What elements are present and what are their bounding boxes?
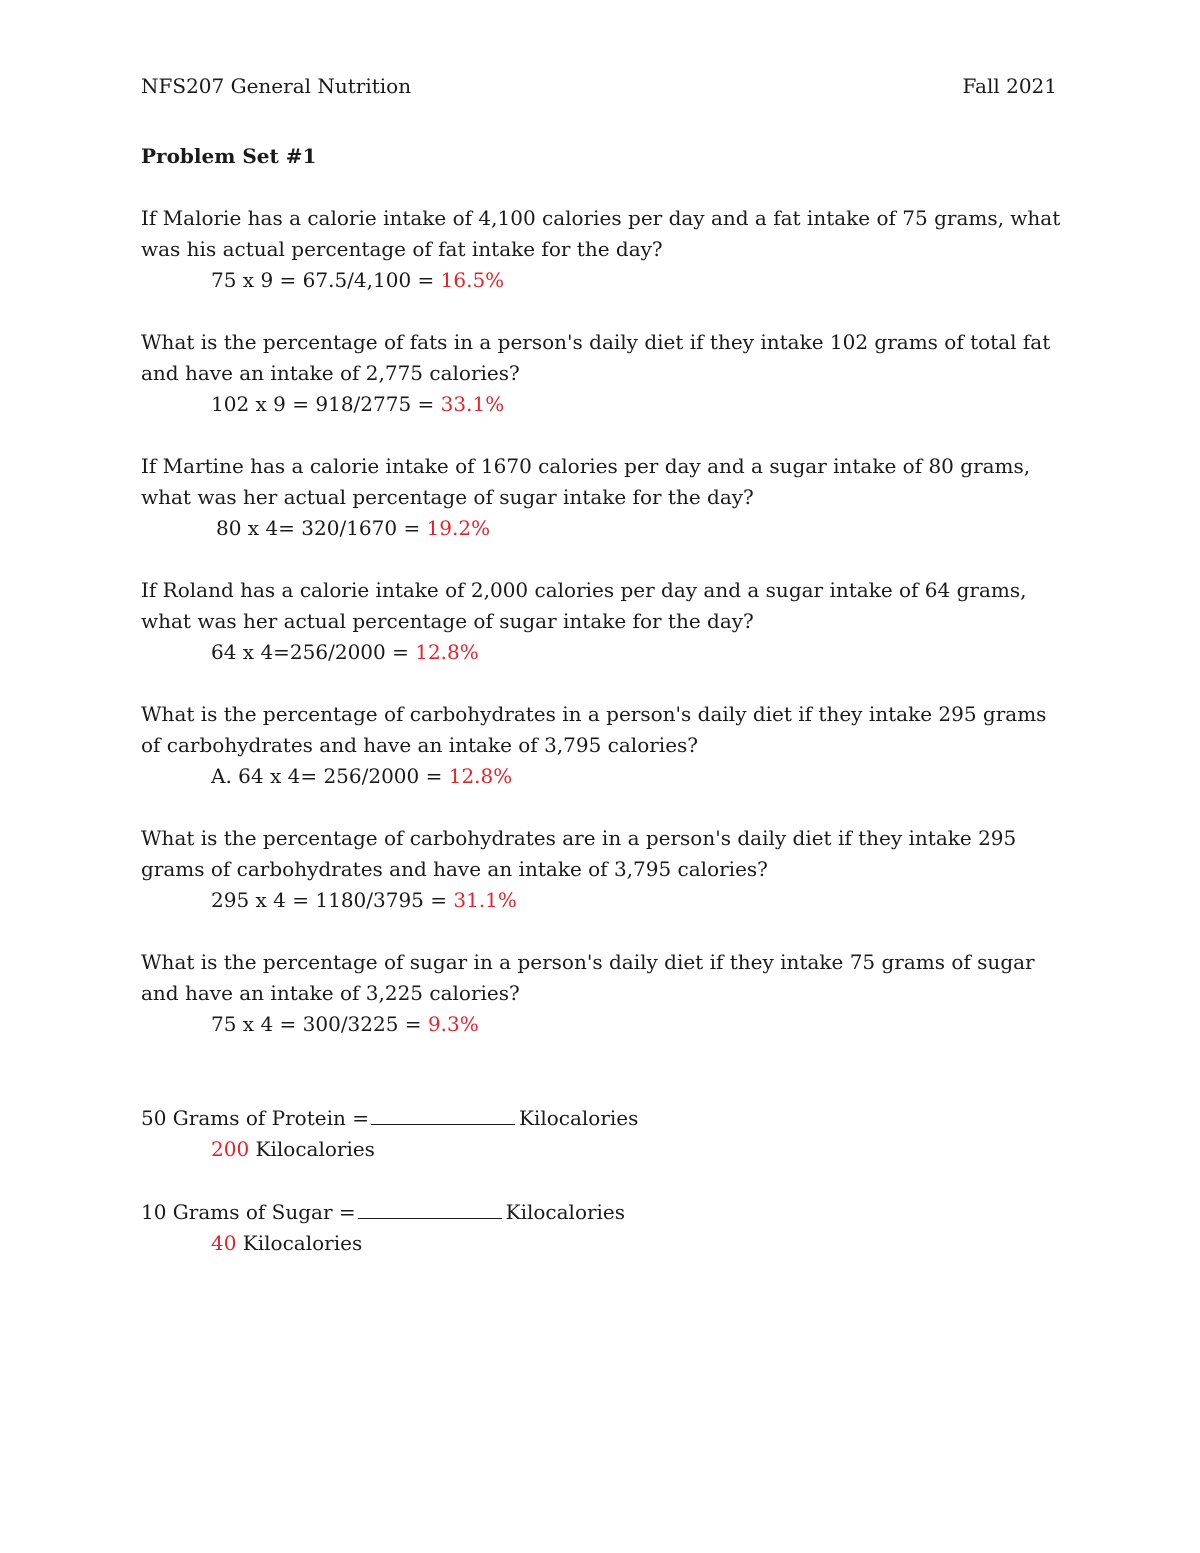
page-header [141, 71, 1057, 102]
problem-4 [141, 575, 1061, 668]
spacer [141, 1071, 1061, 1102]
problem-2 [141, 327, 1061, 420]
conversion-right: Kilocalories [505, 1200, 626, 1224]
conversion-prompt [141, 1196, 1061, 1228]
work-text: 64 x 4=256/2000 = [211, 640, 416, 664]
conversion-right: Kilocalories [518, 1106, 639, 1130]
answer-value: 9.3% [427, 1012, 479, 1036]
problem-list [141, 203, 1061, 1290]
problem-work [141, 761, 1061, 792]
problem-6 [141, 823, 1061, 916]
answer-value: 200 [211, 1137, 250, 1161]
conversion-1 [141, 1102, 1061, 1165]
problem-work [141, 885, 1061, 916]
work-text: A. 64 x 4= 256/2000 = [211, 764, 449, 788]
page-title: Problem Set #1 [141, 144, 317, 168]
problem-question: If Roland has a calorie intake of 2,000 calories per day and a sugar intake of 64 grams, what was her actual percentage of sugar intake for the day? [141, 578, 1027, 633]
conversion-2 [141, 1196, 1061, 1259]
problem-question: If Martine has a calorie intake of 1670 calories per day and a sugar intake of 80 grams, what was her actual percentage of sugar intake for the day? [141, 454, 1031, 509]
answer-value: 16.5% [440, 268, 505, 292]
course-name: NFS207 General Nutrition [141, 74, 412, 98]
term: Fall 2021 [962, 74, 1057, 98]
problem-7 [141, 947, 1061, 1040]
problem-work [141, 513, 1061, 544]
problem-work [141, 265, 1061, 296]
conversion-left: 50 Grams of Protein = [141, 1106, 369, 1130]
answer-value: 31.1% [453, 888, 517, 912]
fill-in-blank[interactable] [371, 1102, 515, 1125]
problem-work [141, 389, 1061, 420]
problem-3 [141, 451, 1061, 544]
work-text: 75 x 4 = 300/3225 = [211, 1012, 428, 1036]
problem-question: What is the percentage of carbohydrates are in a person's daily diet if they intake 295 grams of carbohydrates and have an intake of 3,795 calories? [141, 826, 1017, 881]
problem-question: What is the percentage of fats in a person's daily diet if they intake 102 grams of total fat and have an intake of 2,775 calories? [141, 330, 1051, 385]
answer-unit: Kilocalories [236, 1231, 363, 1255]
answer-value: 19.2% [426, 516, 491, 540]
work-text: 295 x 4 = 1180/3795 = [211, 888, 454, 912]
conversion-answer [141, 1134, 1061, 1165]
conversion-prompt [141, 1102, 1061, 1134]
problem-work [141, 1009, 1061, 1040]
problem-question: What is the percentage of carbohydrates in a person's daily diet if they intake 295 grams of carbohydrates and have an intake of 3,795 calories? [141, 702, 1047, 757]
answer-value: 40 [211, 1231, 237, 1255]
problem-question: If Malorie has a calorie intake of 4,100 calories per day and a fat intake of 75 grams, what was his actual percentage of fat intake for the day? [141, 206, 1061, 261]
answer-unit: Kilocalories [249, 1137, 375, 1161]
answer-value: 33.1% [440, 392, 505, 416]
problem-5 [141, 699, 1061, 792]
work-text: 102 x 9 = 918/2775 = [211, 392, 441, 416]
problem-1 [141, 203, 1061, 296]
conversion-answer [141, 1228, 1061, 1259]
work-text: 75 x 9 = 67.5/4,100 = [211, 268, 441, 292]
conversion-left: 10 Grams of Sugar = [141, 1200, 356, 1224]
work-text: 80 x 4= 320/1670 = [216, 516, 427, 540]
answer-value: 12.8% [448, 764, 513, 788]
answer-value: 12.8% [415, 640, 479, 664]
problem-work [141, 637, 1061, 668]
problem-question: What is the percentage of sugar in a person's daily diet if they intake 75 grams of sugar and have an intake of 3,225 calories? [141, 950, 1035, 1005]
fill-in-blank[interactable] [358, 1196, 502, 1219]
